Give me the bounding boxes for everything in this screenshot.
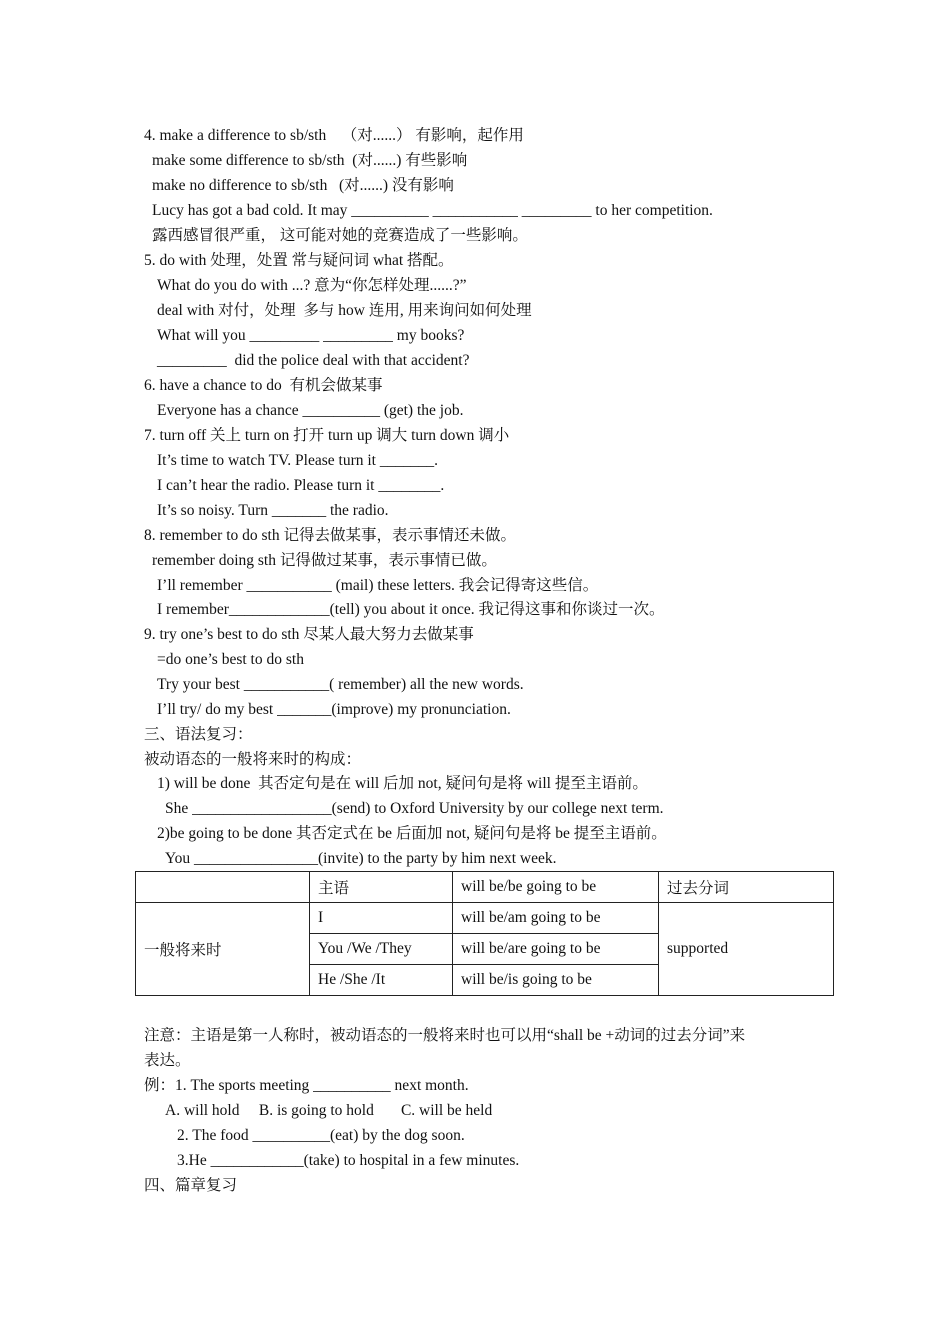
- form-cell: will be/am going to be: [453, 903, 659, 934]
- exercise-line: She __________________(send) to Oxford University by our college next term.: [165, 800, 664, 817]
- exercise-line: I’ll try/ do my best _______(improve) my pronunciation.: [157, 701, 511, 718]
- translation-line: 露西感冒很严重， 这可能对她的竞赛造成了一些影响。: [152, 227, 528, 244]
- item-6-heading: 6. have a chance to do 有机会做某事: [144, 377, 383, 394]
- form-cell: will be/is going to be: [453, 965, 659, 996]
- table-header-cell: [136, 872, 310, 903]
- table-header-row: [136, 872, 834, 903]
- exercise-line: It’s time to watch TV. Please turn it _______.: [157, 452, 438, 469]
- phrase-line: remember doing sth 记得做过某事，表示事情已做。: [152, 552, 497, 569]
- exercise-line: I can’t hear the radio. Please turn it ________.: [157, 477, 445, 494]
- participle-cell: supported: [659, 903, 834, 996]
- item-8-heading: 8. remember to do sth 记得去做某事，表示事情还未做。: [144, 527, 516, 544]
- form-cell: will be/are going to be: [453, 934, 659, 965]
- table-header-cell: 过去分词: [659, 872, 834, 903]
- note-line: 注意：主语是第一人称时，被动语态的一般将来时也可以用“shall be +动词的过去分词”来: [144, 1027, 746, 1044]
- item-5-heading: 5. do with 处理，处置 常与疑问词 what 搭配。: [144, 252, 454, 269]
- table-header-cell: will be/be going to be: [453, 872, 659, 903]
- phrase-line: make some difference to sb/sth (对......) 有些影响: [152, 152, 468, 169]
- subject-cell: I: [310, 903, 453, 934]
- exercise-line: Everyone has a chance __________ (get) the job.: [157, 402, 464, 419]
- example-line: 3.He ____________(take) to hospital in a few minutes.: [177, 1152, 520, 1169]
- phrase-line: make no difference to sb/sth (对......) 没有影响: [152, 177, 454, 194]
- grammar-rule: 1) will be done 其否定句是在 will 后加 not, 疑问句是将 will 提至主语前。: [157, 775, 648, 792]
- exercise-line: I remember_____________(tell) you about it once. 我记得这事和你谈过一次。: [157, 601, 665, 618]
- phrase-line: =do one’s best to do sth: [157, 651, 304, 668]
- tense-cell: 一般将来时: [136, 903, 310, 996]
- exercise-line: What will you _________ _________ my books?: [157, 327, 465, 344]
- section-4-heading: 四、篇章复习: [144, 1177, 238, 1194]
- example-options: A. will hold B. is going to hold C. will be held: [165, 1102, 493, 1119]
- subject-cell: You /We /They: [310, 934, 453, 965]
- example-line: 例：1. The sports meeting __________ next month.: [144, 1077, 469, 1094]
- item-4-heading: 4. make a difference to sb/sth （对......） 有影响，起作用: [144, 127, 524, 144]
- subject-cell: He /She /It: [310, 965, 453, 996]
- grammar-rule: 2)be going to be done 其否定式在 be 后面加 not, 疑问句是将 be 提至主语前。: [157, 825, 667, 842]
- exercise-line: I’ll remember ___________ (mail) these letters. 我会记得寄这些信。: [157, 577, 599, 594]
- exercise-line: You ________________(invite) to the party by him next week.: [165, 850, 557, 867]
- exercise-line: Try your best ___________( remember) all the new words.: [157, 676, 524, 693]
- exercise-line: It’s so noisy. Turn _______ the radio.: [157, 502, 389, 519]
- table-header-cell: 主语: [310, 872, 453, 903]
- exercise-line: Lucy has got a bad cold. It may __________ ___________ _________ to her competition.: [152, 202, 713, 219]
- exercise-line: _________ did the police deal with that accident?: [157, 352, 470, 369]
- grammar-intro: 被动语态的一般将来时的构成：: [144, 751, 362, 768]
- table-row: [136, 903, 834, 934]
- section-3-heading: 三、语法复习：: [144, 726, 253, 743]
- passive-future-table: [135, 871, 834, 996]
- item-9-heading: 9. try one’s best to do sth 尽某人最大努力去做某事: [144, 626, 474, 643]
- example-line: 2. The food __________(eat) by the dog soon.: [177, 1127, 465, 1144]
- phrase-line: What do you do with ...? 意为“你怎样处理......?”: [157, 277, 467, 294]
- phrase-line: deal with 对付，处理 多与 how 连用, 用来询问如何处理: [157, 302, 532, 319]
- item-7-heading: 7. turn off 关上 turn on 打开 turn up 调大 turn down 调小: [144, 427, 510, 444]
- note-line: 表达。: [144, 1052, 191, 1069]
